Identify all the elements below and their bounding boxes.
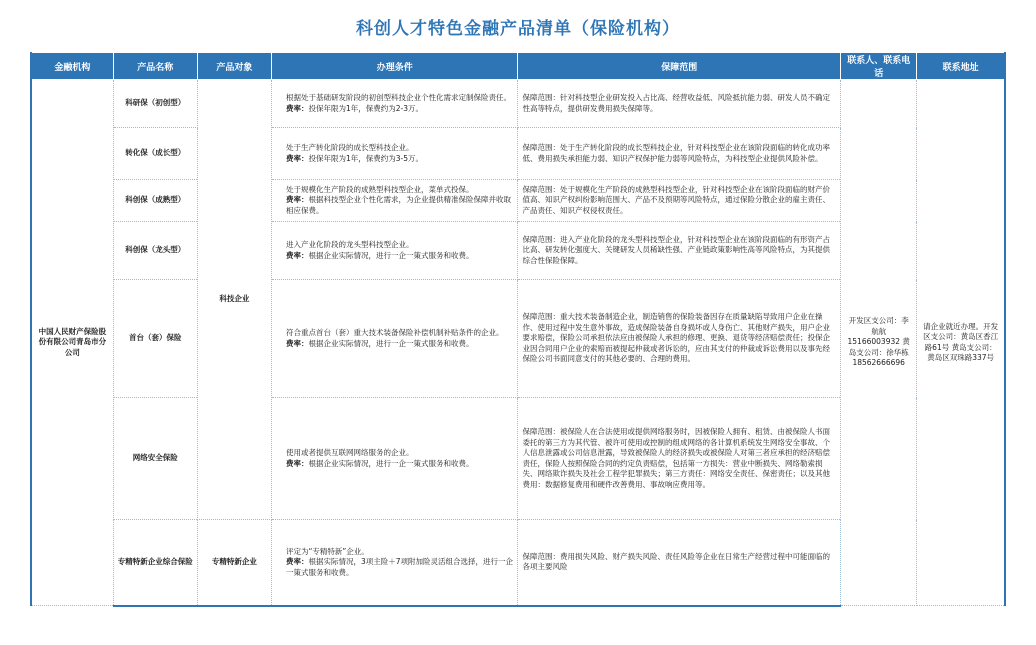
- product-name: 网络安全保险: [113, 398, 197, 520]
- condition-desc: 根据处于基础研发阶段的初创型科技企业个性化需求定制保险责任。: [285, 93, 511, 102]
- target-cell: 专精特新企业: [197, 520, 271, 606]
- fee-line: [276, 251, 514, 262]
- fee-label: 费率：: [285, 153, 309, 163]
- coverage-cell: 保障范围：处于规模化生产阶段的成熟型科技型企业，针对科技型企业在该阶段面临的财产价值高、知识产权纠纷影响范围大、产品不及预期等风险特点，通过保险分散企业的雇主责任、产品责任、知识产权侵权责任。: [518, 180, 841, 222]
- fee-label: 费率：: [285, 103, 309, 113]
- fee-line: [276, 104, 514, 115]
- conditions-cell: [271, 180, 518, 222]
- fee-line: [276, 154, 514, 165]
- header-conditions: 办理条件: [271, 53, 518, 80]
- product-name: 转化保（成长型）: [113, 128, 197, 180]
- coverage-cell: 保障范围：重大技术装备制造企业，制造销售的保险装备因存在质量缺陷导致用户企业在操作、使用过程中发生意外事故，造成保险装备自身损坏或人身伤亡、其他财产损失，用户企业要求赔偿，保险公司承担依法应由被保险人承担的修理、更换、退货等经济赔偿责任；投保企业因合同用户企业的索赔而被提起仲裁或者诉讼的，应由其支付的仲裁或诉讼费用以及事先经保险公司书面同意支付的其他必要的、合理的费用。: [518, 280, 841, 398]
- header-target: 产品对象: [197, 53, 271, 80]
- condition-desc: 评定为“专精特新”企业。: [285, 546, 369, 556]
- coverage-cell: 保障范围：进入产业化阶段的龙头型科技型企业，针对科技型企业在该阶段面临的有形资产占比高、研发转化强度大、关键研发人员稀缺性强、产业链政策影响性高等风险特点，为其提供综合性保险保障。: [518, 222, 841, 280]
- page-title: 科创人才特色金融产品清单（保险机构）: [356, 19, 680, 39]
- coverage-cell: 保障范围：针对科技型企业研发投入占比高、经营收益低、风险抵抗能力弱、研发人员不确定性高等特点，提供研发费用损失保障等。: [518, 80, 841, 128]
- institution-cell: 中国人民财产保险股份有限公司青岛市分公司: [31, 80, 113, 606]
- fee-value: 投保年限为1年，保费约为3-5万。: [308, 153, 423, 163]
- product-name: 科创保（龙头型）: [113, 222, 197, 280]
- conditions-cell: [271, 520, 518, 606]
- conditions-cell: [271, 222, 518, 280]
- product-table: [30, 52, 1006, 607]
- fee-value: 根据企业实际情况，进行一企一策式服务和收费。: [308, 250, 474, 260]
- condition-desc: 符合重点首台（套）重大技术装备保险补偿机制补贴条件的企业。: [285, 328, 504, 337]
- fee-line: [276, 339, 514, 350]
- condition-desc: 进入产业化阶段的龙头型科技型企业。: [285, 240, 414, 249]
- target-cell: 科技企业: [197, 80, 271, 520]
- fee-line: [276, 195, 514, 216]
- coverage-cell: 保障范围：处于生产转化阶段的成长型科技企业，针对科技型企业在该阶段面临的转化成功率低、费用损失承担能力弱、知识产权保护能力弱等风险特点，为科技型企业提供风险补偿。: [518, 128, 841, 180]
- condition-desc: 使用或者提供互联网网络服务的企业。: [285, 448, 414, 457]
- table-header-row: [31, 53, 1005, 80]
- fee-value: 根据企业实际情况，进行一企一策式服务和收费。: [308, 338, 474, 348]
- product-name: 科创保（成熟型）: [113, 180, 197, 222]
- condition-desc: 处于规模化生产阶段的成熟型科技型企业，菜单式投保。: [285, 184, 474, 194]
- fee-label: 费率：: [285, 338, 309, 348]
- coverage-cell: 保障范围：费用损失风险、财产损失风险、责任风险等企业在日常生产经营过程中可能面临的各项主要风险: [518, 520, 841, 606]
- fee-value: 投保年限为1年，保费约为2-3万。: [308, 103, 423, 113]
- header-institution: 金融机构: [31, 53, 113, 80]
- conditions-cell: [271, 398, 518, 520]
- conditions-cell: [271, 128, 518, 180]
- fee-line: [276, 459, 514, 470]
- fee-line: [276, 557, 514, 578]
- fee-value: 根据企业实际情况，进行一企一策式服务和收费。: [308, 458, 474, 468]
- fee-label: 费率：: [285, 250, 309, 260]
- product-name: 专精特新企业综合保险: [113, 520, 197, 606]
- fee-label: 费率：: [285, 557, 309, 566]
- product-name: 首台（套）保险: [113, 280, 197, 398]
- fee-label: 费率：: [285, 195, 309, 205]
- coverage-cell: 保障范围：被保险人在合法使用或提供网络服务时，因被保险人拥有、租赁、由被保险人书面委托的第三方为其代管、被许可使用或控制的组成网络的各计算机系统发生网络安全事故、个人信息泄露或公司信息泄露，导致被保险人的经济损失或被保险人对第三者应承担的经济赔偿责任，保险人按照保险合同的约定负责赔偿，包括第一方损失：营业中断损失、网络勒索损失、网络欺诈损失及社会工程学犯罪损失；第三方责任：网络安全责任、保密责任；以及其他费用：数据修复费用和硬件改善费用、事故响应费用等。: [518, 398, 841, 520]
- conditions-cell: [271, 80, 518, 128]
- header-contacts: 联系人、联系电话: [841, 53, 917, 80]
- product-name: 科研保（初创型）: [113, 80, 197, 128]
- table-row: [31, 80, 1005, 128]
- fee-label: 费率：: [285, 458, 309, 468]
- header-coverage: 保障范围: [518, 53, 841, 80]
- header-address: 联系地址: [917, 53, 1005, 80]
- fee-value: 根据科技型企业个性化需求，为企业提供精准保险保障并收取相应保费。: [285, 195, 511, 215]
- address-cell: 请企业就近办理。开发区支公司：黄岛区香江路61号 黄岛支公司：黄岛区双珠路337号: [917, 80, 1005, 606]
- header-product-name: 产品名称: [113, 53, 197, 80]
- contacts-cell: 开发区支公司：李航航 15166003932 黄岛支公司：徐华栋 18562666696: [841, 80, 917, 606]
- fee-value: 根据实际情况，3项主险＋7项附加险灵活组合选择，进行一企一策式服务和收费。: [285, 557, 514, 577]
- conditions-cell: [271, 280, 518, 398]
- condition-desc: 处于生产转化阶段的成长型科技企业。: [285, 143, 414, 152]
